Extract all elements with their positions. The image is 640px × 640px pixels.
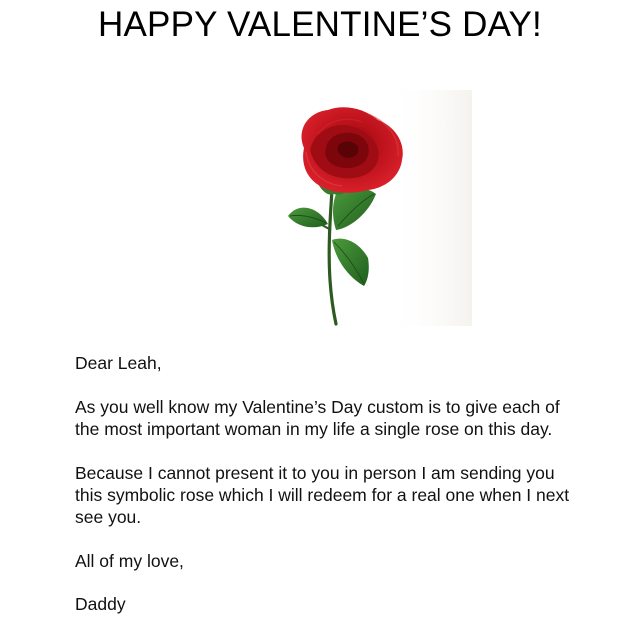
letter-greeting: Dear Leah, bbox=[75, 353, 162, 373]
letter-paragraph: As you well know my Valentine’s Day custom is to give each of the most important woman in my life a single rose on this day. bbox=[75, 397, 560, 439]
letter-body bbox=[75, 352, 575, 615]
letter-closing: All of my love, bbox=[75, 551, 184, 571]
letter-paragraph: Because I cannot present it to you in person I am sending you this symbolic rose which I will redeem for a real one when I next see you. bbox=[75, 463, 570, 527]
card-title: HAPPY VALENTINE’S DAY! bbox=[98, 5, 542, 44]
rose-image bbox=[218, 90, 472, 326]
red-rose-icon bbox=[218, 90, 472, 326]
letter-signature: Daddy bbox=[75, 594, 126, 614]
